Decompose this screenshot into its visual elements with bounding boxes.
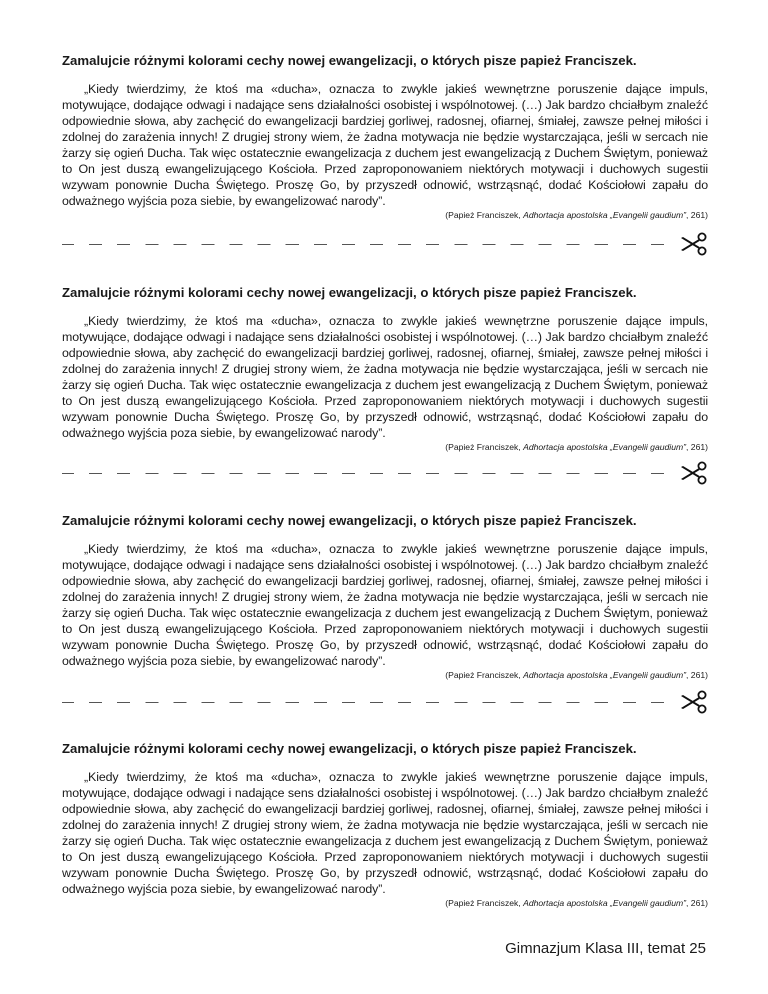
quote-source: (Papież Franciszek, Adhortacja apostolska „Evangelii gaudium”, 261) xyxy=(445,210,708,220)
exercise-instruction: Zamalujcie różnymi kolorami cechy nowej ewangelizacji, o których pisze papież Franciszek. xyxy=(62,741,637,756)
page-footer: Gimnazjum Klasa III, temat 25 xyxy=(505,940,706,957)
source-title: Adhortacja apostolska „Evangelii gaudium” xyxy=(523,898,687,908)
exercise-instruction: Zamalujcie różnymi kolorami cechy nowej ewangelizacji, o których pisze papież Franciszek. xyxy=(62,285,637,300)
scissors-icon xyxy=(680,460,708,486)
quote-text: „Kiedy twierdzimy, że ktoś ma «ducha», oznacza to zwykle jakieś wewnętrzne poruszenie dające impuls, motywujące, dodające odwagi i nadające sens działalności osobistej i wspólnotowej. (…) Jak bardzo chciałbym znaleźć odpowiednie słowa, aby zachęcić do ewangelizacji bardziej gorliwej, radosnej, ofiarnej, śmiałej, zawsze pełnej miłości i zdolnej do zarażenia innych! Z drugiej strony wiem, że żadna motywacja nie będzie wystarczająca, jeśli w sercach nie żarzy się ogień Ducha. Tak więc ostatecznie ewangelizacja z duchem jest ewangelizacją z Duchem Świętym, ponieważ to On jest duszą ewangelizującego Kościoła. Przed zaproponowaniem niektórych motywacji i duchowych sugestii wzywam ponownie Ducha Świętego. Proszę Go, by przyszedł odnowić, wstrząsnąć, dodać Kościołowi zapału do odważnego wyjścia poza siebie, by ewangelizować narody”. xyxy=(62,82,708,208)
exercise-section-1 xyxy=(62,53,708,221)
cut-line-3 xyxy=(62,693,708,713)
exercise-section-3 xyxy=(62,513,708,681)
exercise-instruction: Zamalujcie różnymi kolorami cechy nowej ewangelizacji, o których pisze papież Franciszek. xyxy=(62,513,637,528)
source-title: Adhortacja apostolska „Evangelii gaudium” xyxy=(523,210,687,220)
dashed-divider xyxy=(62,702,674,703)
cut-line-1 xyxy=(62,235,708,255)
quote-text: „Kiedy twierdzimy, że ktoś ma «ducha», oznacza to zwykle jakieś wewnętrzne poruszenie dające impuls, motywujące, dodające odwagi i nadające sens działalności osobistej i wspólnotowej. (…) Jak bardzo chciałbym znaleźć odpowiednie słowa, aby zachęcić do ewangelizacji bardziej gorliwej, radosnej, ofiarnej, śmiałej, zawsze pełnej miłości i zdolnej do zarażenia innych! Z drugiej strony wiem, że żadna motywacja nie będzie wystarczająca, jeśli w sercach nie żarzy się ogień Ducha. Tak więc ostatecznie ewangelizacja z duchem jest ewangelizacją z Duchem Świętym, ponieważ to On jest duszą ewangelizującego Kościoła. Przed zaproponowaniem niektórych motywacji i duchowych sugestii wzywam ponownie Ducha Świętego. Proszę Go, by przyszedł odnowić, wstrząsnąć, dodać Kościołowi zapału do odważnego wyjścia poza siebie, by ewangelizować narody”. xyxy=(62,542,708,668)
quote-text: „Kiedy twierdzimy, że ktoś ma «ducha», oznacza to zwykle jakieś wewnętrzne poruszenie dające impuls, motywujące, dodające odwagi i nadające sens działalności osobistej i wspólnotowej. (…) Jak bardzo chciałbym znaleźć odpowiednie słowa, aby zachęcić do ewangelizacji bardziej gorliwej, radosnej, ofiarnej, śmiałej, zawsze pełnej miłości i zdolnej do zarażenia innych! Z drugiej strony wiem, że żadna motywacja nie będzie wystarczająca, jeśli w sercach nie żarzy się ogień Ducha. Tak więc ostatecznie ewangelizacja z duchem jest ewangelizacją z Duchem Świętym, ponieważ to On jest duszą ewangelizującego Kościoła. Przed zaproponowaniem niektórych motywacji i duchowych sugestii wzywam ponownie Ducha Świętego. Proszę Go, by przyszedł odnowić, wstrząsnąć, dodać Kościołowi zapału do odważnego wyjścia poza siebie, by ewangelizować narody”. xyxy=(62,314,708,440)
exercise-instruction: Zamalujcie różnymi kolorami cechy nowej ewangelizacji, o których pisze papież Franciszek. xyxy=(62,53,637,68)
source-title: Adhortacja apostolska „Evangelii gaudium” xyxy=(523,670,687,680)
exercise-section-2 xyxy=(62,285,708,453)
exercise-section-4 xyxy=(62,741,708,909)
scissors-icon xyxy=(680,231,708,257)
scissors-icon xyxy=(680,689,708,715)
dashed-divider xyxy=(62,244,674,245)
dashed-divider xyxy=(62,473,674,474)
quote-source: (Papież Franciszek, Adhortacja apostolska „Evangelii gaudium”, 261) xyxy=(445,670,708,680)
quote-source: (Papież Franciszek, Adhortacja apostolska „Evangelii gaudium”, 261) xyxy=(445,442,708,452)
quote-text: „Kiedy twierdzimy, że ktoś ma «ducha», oznacza to zwykle jakieś wewnętrzne poruszenie dające impuls, motywujące, dodające odwagi i nadające sens działalności osobistej i wspólnotowej. (…) Jak bardzo chciałbym znaleźć odpowiednie słowa, aby zachęcić do ewangelizacji bardziej gorliwej, radosnej, ofiarnej, śmiałej, zawsze pełnej miłości i zdolnej do zarażenia innych! Z drugiej strony wiem, że żadna motywacja nie będzie wystarczająca, jeśli w sercach nie żarzy się ogień Ducha. Tak więc ostatecznie ewangelizacja z duchem jest ewangelizacją z Duchem Świętym, ponieważ to On jest duszą ewangelizującego Kościoła. Przed zaproponowaniem niektórych motywacji i duchowych sugestii wzywam ponownie Ducha Świętego. Proszę Go, by przyszedł odnowić, wstrząsnąć, dodać Kościołowi zapału do odważnego wyjścia poza siebie, by ewangelizować narody”. xyxy=(62,770,708,896)
cut-line-2 xyxy=(62,464,708,484)
quote-source: (Papież Franciszek, Adhortacja apostolska „Evangelii gaudium”, 261) xyxy=(445,898,708,908)
source-title: Adhortacja apostolska „Evangelii gaudium” xyxy=(523,442,687,452)
